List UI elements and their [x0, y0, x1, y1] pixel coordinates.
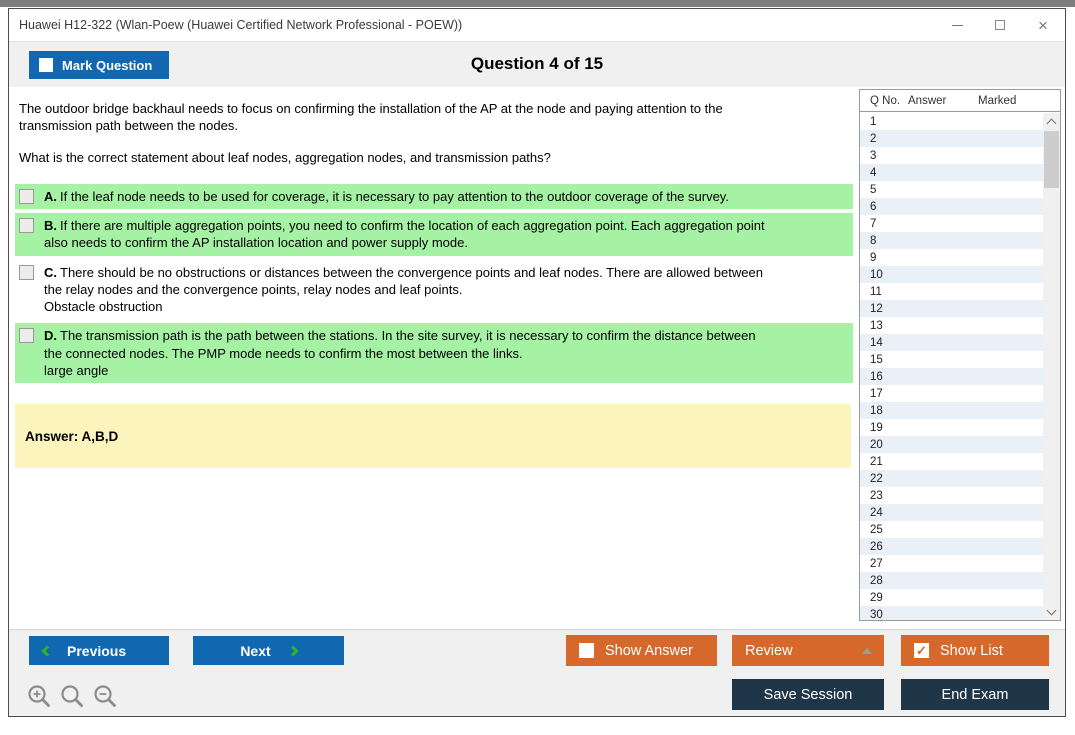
question-counter: Question 4 of 15 [470, 54, 604, 73]
option-c-checkbox[interactable] [19, 265, 34, 280]
triangle-up-icon [862, 648, 872, 654]
question-list-header [860, 90, 1060, 112]
question-list-row[interactable]: 4 [860, 164, 1043, 181]
maximize-button[interactable] [992, 17, 1008, 33]
option-a-checkbox[interactable] [19, 189, 34, 204]
question-list-row[interactable]: 18 [860, 402, 1043, 419]
title-bar [9, 9, 1065, 41]
show-list-checkbox[interactable] [914, 643, 929, 658]
footer-bar [9, 629, 1065, 716]
window-controls [949, 9, 1051, 41]
magnifier-icon [60, 684, 85, 711]
review-label: Review [745, 642, 793, 659]
option-d-extra: large angle [44, 362, 109, 378]
next-label: Next [240, 642, 271, 659]
question-list-row[interactable]: 26 [860, 538, 1043, 555]
question-list-row[interactable]: 15 [870, 353, 883, 366]
option-c-letter: C. [44, 264, 57, 280]
end-exam-button[interactable] [901, 679, 1049, 710]
minimize-icon [952, 25, 963, 26]
chevron-up-icon [1047, 118, 1057, 128]
question-list-row[interactable]: 25 [870, 523, 883, 536]
question-list-row[interactable]: 9 [870, 251, 877, 264]
question-list-row[interactable]: 12 [860, 300, 1043, 317]
question-list-rows [860, 113, 1043, 620]
question-list-row[interactable]: 11 [870, 285, 882, 298]
question-list-row[interactable]: 30 [860, 606, 1043, 620]
question-list-row[interactable]: 29 [870, 591, 883, 604]
show-list-button[interactable] [901, 635, 1049, 666]
option-a[interactable] [15, 184, 853, 209]
mark-question-checkbox[interactable] [39, 58, 53, 72]
option-b-text: B. If there are multiple aggregation points, you need to confirm the location of each aggregation point. Each aggregation point also needs to confirm the AP installation location and power supply mode. [44, 217, 765, 251]
window-title: Huawei H12-322 (Wlan-Poew (Huawei Certified Network Professional - POEW)) [19, 18, 463, 32]
option-b-letter: B. [44, 217, 57, 233]
show-answer-button[interactable] [566, 635, 717, 666]
option-c-text: C. There should be no obstructions or distances between the convergence points and leaf nodes. There are allowed between the relay nodes and the convergence points, relay nodes and leaf points. Obstacle obstruction [44, 264, 769, 316]
chevron-down-icon [1047, 605, 1057, 615]
option-d-letter: D. [44, 328, 57, 344]
option-c-extra: Obstacle obstruction [44, 299, 163, 315]
question-list-row[interactable]: 22 [860, 470, 1043, 487]
question-list-row[interactable]: 7 [870, 217, 877, 230]
option-d-text: D. The transmission path is the path between the stations. In the site survey, it is necessary to confirm the distance between the connected nodes. The PMP mode needs to confirm the most between the links. large angle [44, 327, 769, 379]
show-list-label: Show List [940, 642, 1003, 659]
question-list-row[interactable]: 13 [870, 319, 883, 332]
column-header-answer: Answer [908, 94, 947, 107]
option-d-checkbox[interactable] [19, 328, 34, 343]
chevron-right-icon [287, 645, 298, 656]
close-icon: × [1038, 15, 1048, 35]
close-button[interactable] [1035, 17, 1051, 33]
question-list-row[interactable]: 1 [870, 115, 877, 128]
option-b[interactable] [15, 213, 853, 256]
question-area [15, 101, 853, 468]
previous-button[interactable] [29, 636, 169, 665]
zoom-in-button[interactable] [27, 684, 52, 716]
question-list-row[interactable]: 8 [860, 232, 1043, 249]
option-d[interactable] [15, 323, 853, 383]
previous-label: Previous [67, 642, 127, 659]
question-list-row[interactable]: 27 [870, 557, 883, 570]
question-list-row[interactable]: 19 [870, 421, 883, 434]
zoom-out-button[interactable] [93, 684, 118, 716]
question-paragraph: The outdoor bridge backhaul needs to focus on confirming the installation of the AP at the node and paying attention to the transmission path between the nodes. [19, 101, 723, 133]
question-paragraph: What is the correct statement about leaf nodes, aggregation nodes, and transmission paths? [19, 149, 551, 165]
zoom-out-icon [93, 684, 118, 711]
save-session-button[interactable] [732, 679, 884, 710]
question-list-row[interactable]: 28 [860, 572, 1043, 589]
end-exam-label: End Exam [941, 686, 1009, 703]
show-answer-checkbox[interactable] [579, 643, 594, 658]
question-list-row[interactable]: 23 [870, 489, 883, 502]
question-list-row[interactable]: 20 [860, 436, 1043, 453]
zoom-reset-button[interactable] [60, 684, 85, 716]
zoom-in-icon [27, 684, 52, 711]
review-button[interactable] [732, 635, 884, 666]
question-list-row[interactable]: 2 [860, 130, 1043, 147]
question-list-row[interactable]: 21 [870, 455, 883, 468]
answer-box: Answer: A,B,D [15, 404, 851, 468]
scroll-down-button[interactable] [1043, 603, 1060, 620]
save-session-label: Save Session [763, 686, 853, 703]
option-a-letter: A. [44, 188, 57, 204]
maximize-icon [995, 20, 1005, 30]
scroll-up-button[interactable] [1043, 113, 1060, 130]
question-list-row[interactable]: 17 [870, 387, 883, 400]
check-icon: ✓ [916, 643, 927, 658]
column-header-marked: Marked [978, 94, 1017, 107]
header-band [9, 41, 1065, 87]
desktop-background-strip [0, 0, 1075, 7]
chevron-left-icon [41, 645, 52, 656]
zoom-tools [27, 684, 118, 716]
option-b-checkbox[interactable] [19, 218, 34, 233]
mark-question-label: Mark Question [62, 57, 153, 73]
scrollbar-thumb[interactable] [1044, 131, 1059, 188]
minimize-button[interactable] [949, 17, 965, 33]
question-list-panel [859, 89, 1061, 621]
question-list-scrollbar[interactable] [1043, 113, 1060, 620]
question-list-row[interactable]: 24 [860, 504, 1043, 521]
show-answer-label: Show Answer [605, 642, 693, 659]
question-list-row[interactable]: 5 [870, 183, 877, 196]
question-list-row[interactable]: 16 [860, 368, 1043, 385]
option-a-text: A. If the leaf node needs to be used for coverage, it is necessary to pay attention to the outdoor coverage of the survey. [44, 188, 729, 204]
question-list-row[interactable]: 10 [860, 266, 1043, 283]
column-header-qno: Q No. [870, 94, 901, 107]
next-button[interactable] [193, 636, 344, 665]
options-list [15, 184, 853, 384]
option-c[interactable] [15, 260, 853, 320]
question-list-row[interactable]: 14 [860, 334, 1043, 351]
app-window [8, 8, 1066, 717]
question-list-row[interactable]: 3 [870, 149, 877, 162]
mark-question-button[interactable] [29, 51, 169, 79]
question-list-row[interactable]: 6 [860, 198, 1043, 215]
